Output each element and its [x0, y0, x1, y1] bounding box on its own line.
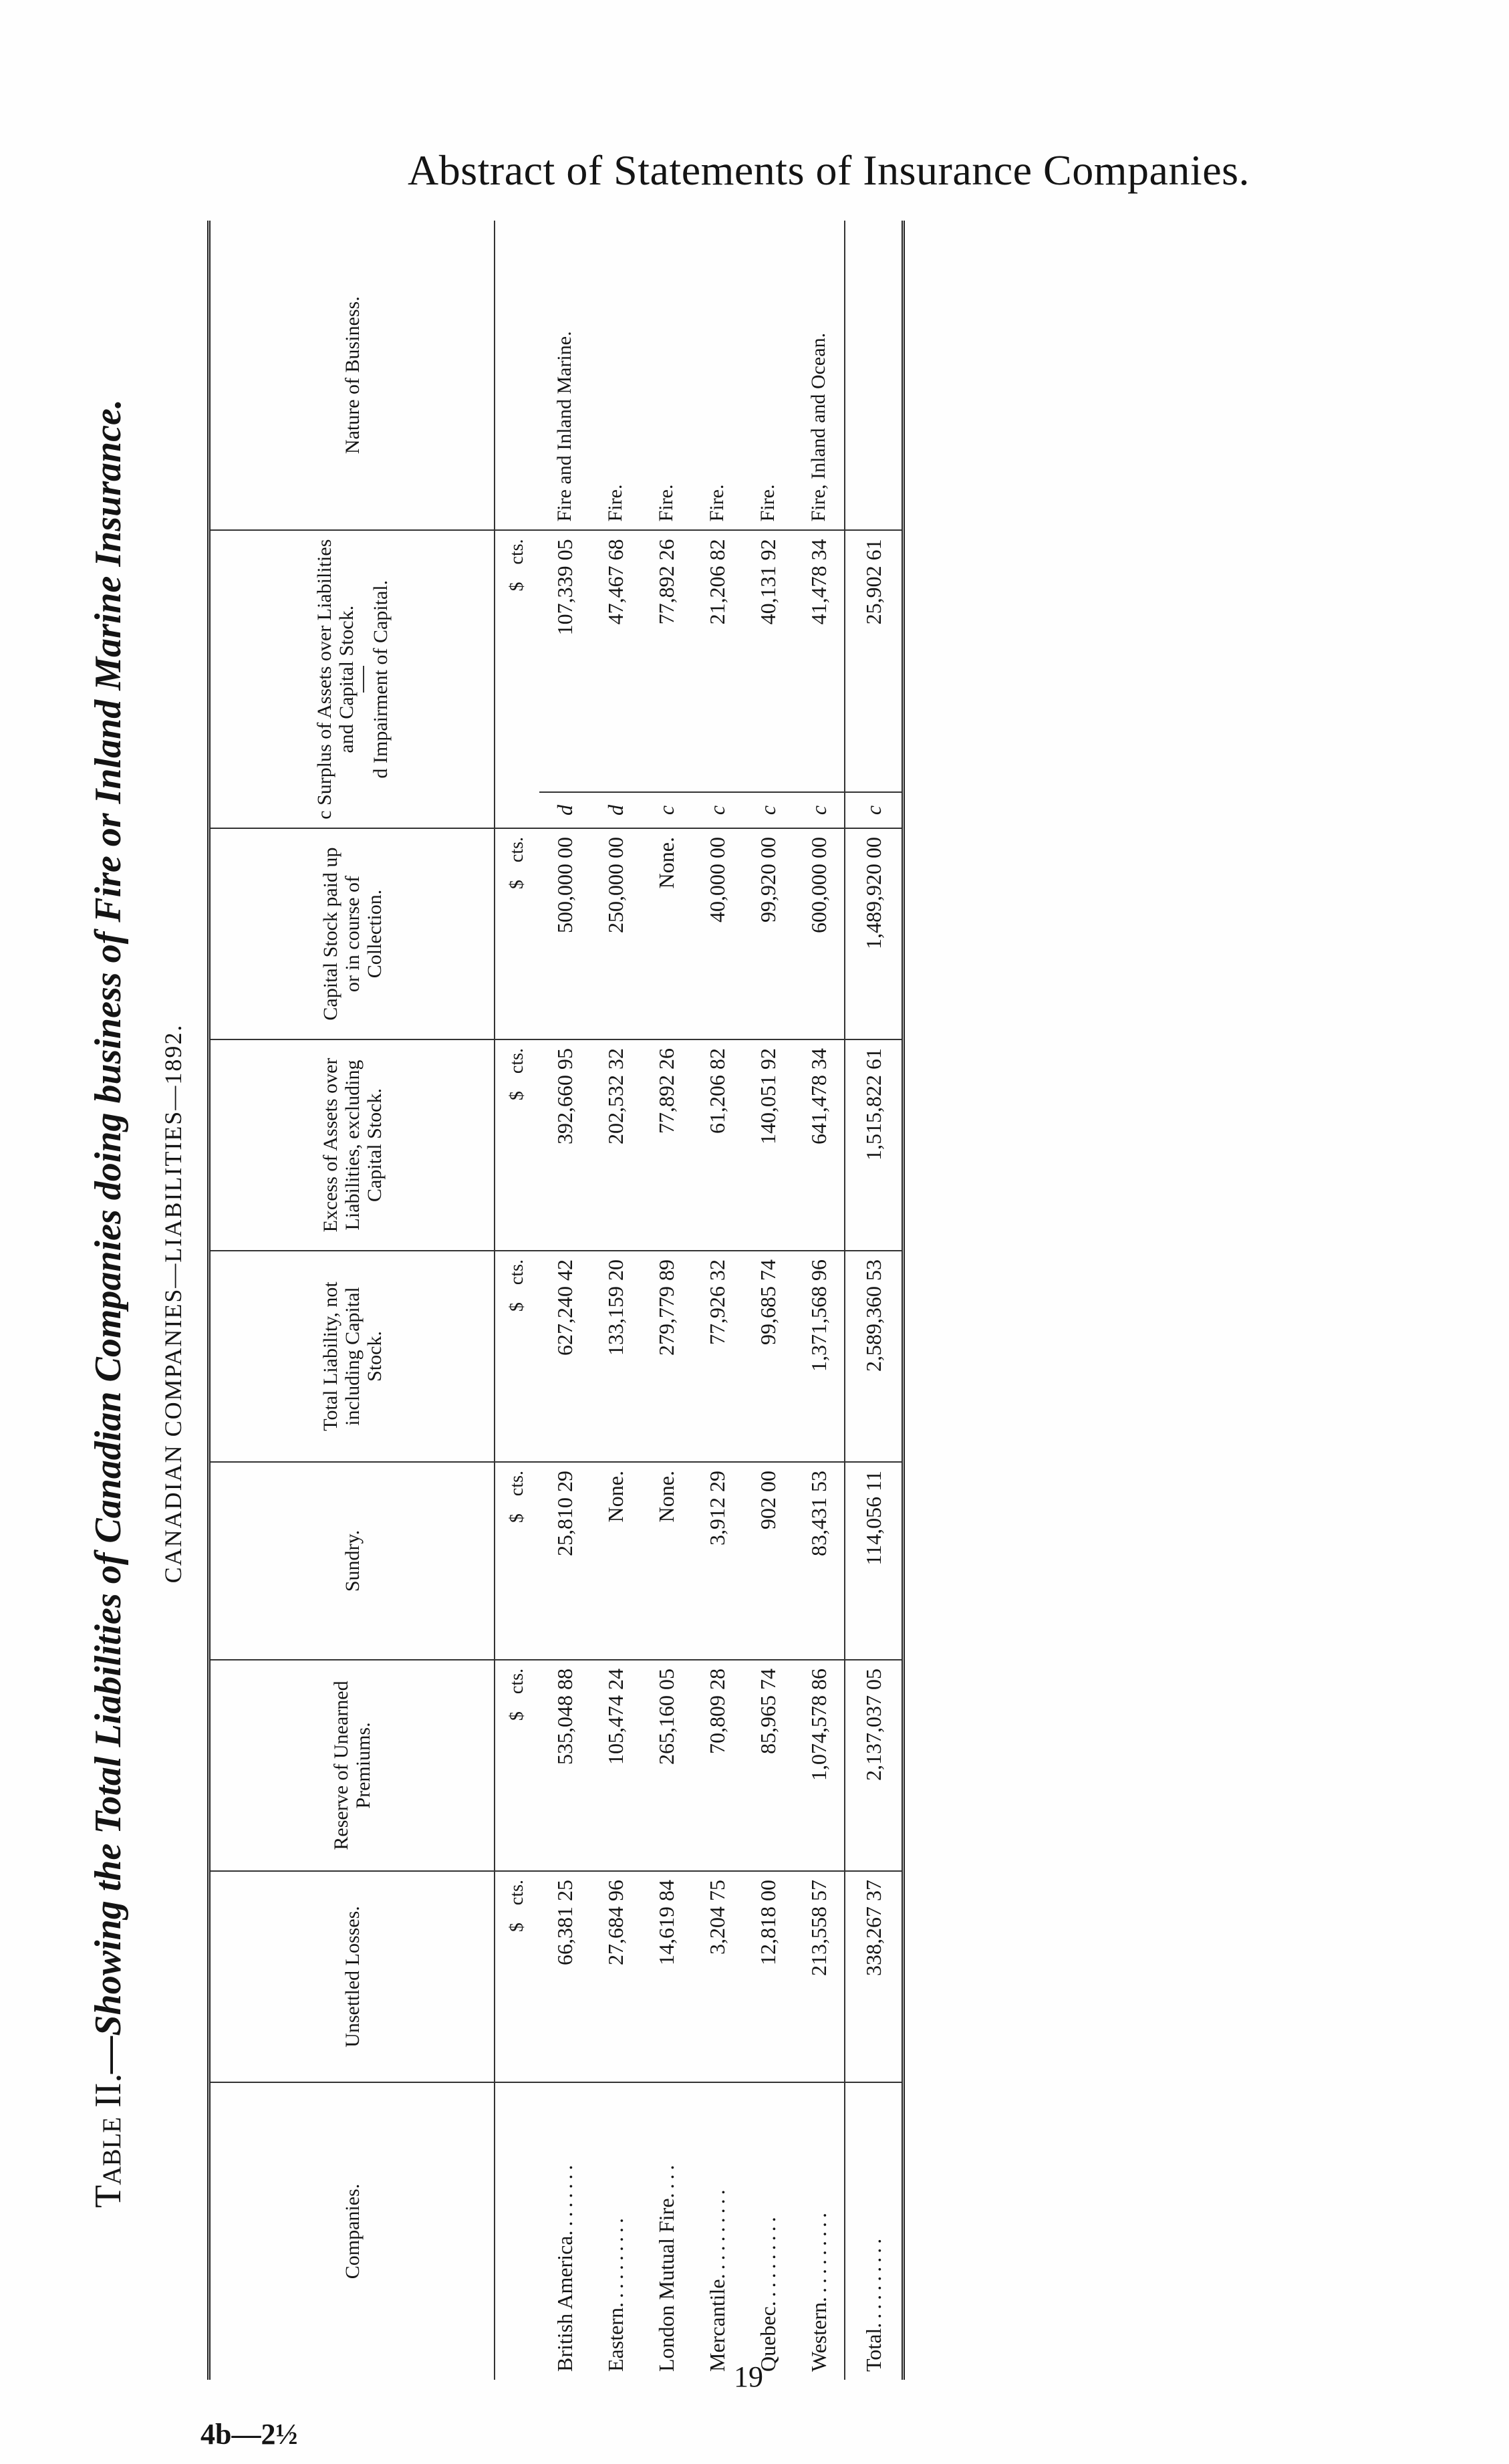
total-liability-cell: 77,926 32 [692, 1251, 742, 1462]
col-excess: Excess of Assets over Liabilities, excluding Capital Stock. [209, 1039, 495, 1251]
surplus-cell: 40,131 92 [742, 530, 793, 792]
total-liability-cell: 627,240 42 [539, 1251, 590, 1462]
surplus-divider [363, 666, 364, 693]
excess-cell: 61,206 82 [692, 1039, 742, 1251]
reserve-cell: 265,160 05 [641, 1660, 692, 1871]
reserve-cell: 85,965 74 [742, 1660, 793, 1871]
surplus-mark-cell: c [845, 792, 904, 828]
company-name-cell [641, 2082, 692, 2380]
table-number: Table II. [88, 2073, 129, 2208]
excess-cell: 77,892 26 [641, 1039, 692, 1251]
unit-cell [495, 1462, 539, 1660]
sundry-cell: 114,056 11 [845, 1462, 904, 1660]
header-row [209, 221, 495, 2380]
company-name-cell [539, 2082, 590, 2380]
leader-dots: .......... [861, 2234, 885, 2328]
leader-dots: .......... [704, 2185, 729, 2280]
capital-cell: 40,000 00 [692, 828, 742, 1039]
unit-dollar: $ [507, 1711, 527, 1721]
unit-cts: cts. [507, 1669, 527, 1695]
excess-cell: 140,051 92 [742, 1039, 793, 1251]
sheet-reference: 4b—2½ [200, 2418, 298, 2451]
capital-cell: None. [641, 828, 692, 1039]
leader-dots: .... [654, 2161, 678, 2199]
excess-cell: 202,532 32 [590, 1039, 641, 1251]
sundry-cell: 902 00 [742, 1462, 793, 1660]
unsettled-losses-cell: 66,381 25 [539, 1871, 590, 2082]
company-name: Quebec [755, 2306, 780, 2372]
page-header: Abstract of Statements of Insurance Companies. [408, 146, 1250, 194]
total-liability-cell: 133,159 20 [590, 1251, 641, 1462]
excess-cell: 392,660 95 [539, 1039, 590, 1251]
unit-cts: cts. [507, 837, 527, 863]
col-capital: Capital Stock paid up or in course of Collection. [209, 828, 495, 1039]
surplus-mark-cell: c [641, 792, 692, 828]
surplus-mark-cell: c [692, 792, 742, 828]
unit-dollar: $ [507, 880, 527, 890]
leader-dots: .......... [806, 2208, 831, 2302]
table-row [793, 221, 845, 2380]
nature-cell: Fire, Inland and Ocean. [793, 221, 845, 530]
col-companies: Companies. [209, 2082, 495, 2380]
table-row [742, 221, 793, 2380]
sundry-cell: 3,912 29 [692, 1462, 742, 1660]
unit-dollar: $ [507, 582, 527, 592]
company-name-cell [742, 2082, 793, 2380]
unit-cell [495, 1039, 539, 1251]
company-name: Total [861, 2328, 885, 2372]
leader-dots: ........ [552, 2161, 577, 2236]
table-title [87, 201, 130, 2407]
unit-cts: cts. [507, 1259, 527, 1285]
capital-cell: 1,489,920 00 [845, 828, 904, 1039]
capital-cell: 250,000 00 [590, 828, 641, 1039]
nature-cell: Fire. [590, 221, 641, 530]
surplus-cell: 25,902 61 [845, 530, 904, 792]
company-name: Eastern [603, 2308, 628, 2372]
reserve-cell: 1,074,578 86 [793, 1660, 845, 1871]
excess-cell: 1,515,822 61 [845, 1039, 904, 1251]
company-name: Mercantile [704, 2279, 729, 2372]
surplus-mark-cell: c [742, 792, 793, 828]
reserve-cell: 2,137,037 05 [845, 1660, 904, 1871]
table-row [539, 221, 590, 2380]
table-row [590, 221, 641, 2380]
unit-cts: cts. [507, 1880, 527, 1906]
unit-cell [495, 1251, 539, 1462]
reserve-cell: 535,048 88 [539, 1660, 590, 1871]
company-name: British America [552, 2235, 577, 2372]
unit-blank [495, 221, 539, 530]
company-name-cell [590, 2082, 641, 2380]
surplus-cell: 47,467 68 [590, 530, 641, 792]
unsettled-losses-cell: 27,684 96 [590, 1871, 641, 2082]
surplus-mark-cell: d [539, 792, 590, 828]
nature-cell: Fire. [641, 221, 692, 530]
capital-cell: 600,000 00 [793, 828, 845, 1039]
col-reserve: Reserve of Unearned Premiums. [209, 1660, 495, 1871]
unit-cell [495, 530, 539, 828]
rotated-table-block [80, 201, 976, 2407]
excess-cell: 641,478 34 [793, 1039, 845, 1251]
total-liability-cell: 279,779 89 [641, 1251, 692, 1462]
leader-dots: .......... [755, 2213, 780, 2307]
col-surplus-label: c Surplus of Assets over Liabilities and Capital Stock. [313, 539, 358, 820]
unit-cts: cts. [507, 1471, 527, 1497]
company-name: London Mutual Fire [654, 2198, 678, 2372]
unsettled-losses-cell: 14,619 84 [641, 1871, 692, 2082]
table-row [692, 221, 742, 2380]
liabilities-table [207, 221, 905, 2380]
capital-cell: 500,000 00 [539, 828, 590, 1039]
nature-cell: Fire and Inland Marine. [539, 221, 590, 530]
reserve-cell: 105,474 24 [590, 1660, 641, 1871]
company-name-cell [692, 2082, 742, 2380]
company-name: Western [806, 2302, 831, 2372]
unit-cell [495, 828, 539, 1039]
unit-cts: cts. [507, 539, 527, 565]
unit-blank [495, 2082, 539, 2380]
unit-cell [495, 1660, 539, 1871]
surplus-cell: 107,339 05 [539, 530, 590, 792]
sundry-cell: 83,431 53 [793, 1462, 845, 1660]
reserve-cell: 70,809 28 [692, 1660, 742, 1871]
surplus-mark-cell: c [793, 792, 845, 828]
surplus-cell: 41,478 34 [793, 530, 845, 792]
unit-dollar: $ [507, 1513, 527, 1523]
col-unsettled: Unsettled Losses. [209, 1871, 495, 2082]
sundry-cell: None. [641, 1462, 692, 1660]
company-name-cell [793, 2082, 845, 2380]
table-subtitle: CANADIAN COMPANIES—LIABILITIES—1892. [160, 1023, 186, 1584]
unit-dollar: $ [507, 1091, 527, 1101]
total-liability-cell: 99,685 74 [742, 1251, 793, 1462]
capital-cell: 99,920 00 [742, 828, 793, 1039]
leader-dots: .......... [603, 2214, 628, 2308]
total-row [845, 221, 904, 2380]
company-name-cell [845, 2082, 904, 2380]
nature-cell: Fire. [742, 221, 793, 530]
unit-cts: cts. [507, 1048, 527, 1074]
page-number: 19 [734, 2360, 763, 2393]
sundry-cell: None. [590, 1462, 641, 1660]
unit-dollar: $ [507, 1302, 527, 1312]
unsettled-losses-cell: 3,204 75 [692, 1871, 742, 2082]
unsettled-losses-cell: 12,818 00 [742, 1871, 793, 2082]
surplus-cell: 21,206 82 [692, 530, 742, 792]
col-impairment-label: d Impairment of Capital. [369, 580, 392, 779]
nature-cell [845, 221, 904, 530]
unsettled-losses-cell: 213,558 57 [793, 1871, 845, 2082]
total-liability-cell: 2,589,360 53 [845, 1251, 904, 1462]
unit-dollar: $ [507, 1923, 527, 1933]
unit-cell [495, 1871, 539, 2082]
surplus-cell: 77,892 26 [641, 530, 692, 792]
unsettled-losses-cell: 338,267 37 [845, 1871, 904, 2082]
sundry-cell: 25,810 29 [539, 1462, 590, 1660]
table-row [641, 221, 692, 2380]
col-surplus [209, 530, 495, 828]
col-nature: Nature of Business. [209, 221, 495, 530]
col-total-liability: Total Liability, not including Capital Stock. [209, 1251, 495, 1462]
table-title-text: —Showing the Total Liabilities of Canadian Companies doing business of Fire or Inland Marine Insurance. [88, 399, 129, 2074]
surplus-mark-cell: d [590, 792, 641, 828]
nature-cell: Fire. [692, 221, 742, 530]
col-sundry: Sundry. [209, 1462, 495, 1660]
unit-row [495, 221, 539, 2380]
total-liability-cell: 1,371,568 96 [793, 1251, 845, 1462]
